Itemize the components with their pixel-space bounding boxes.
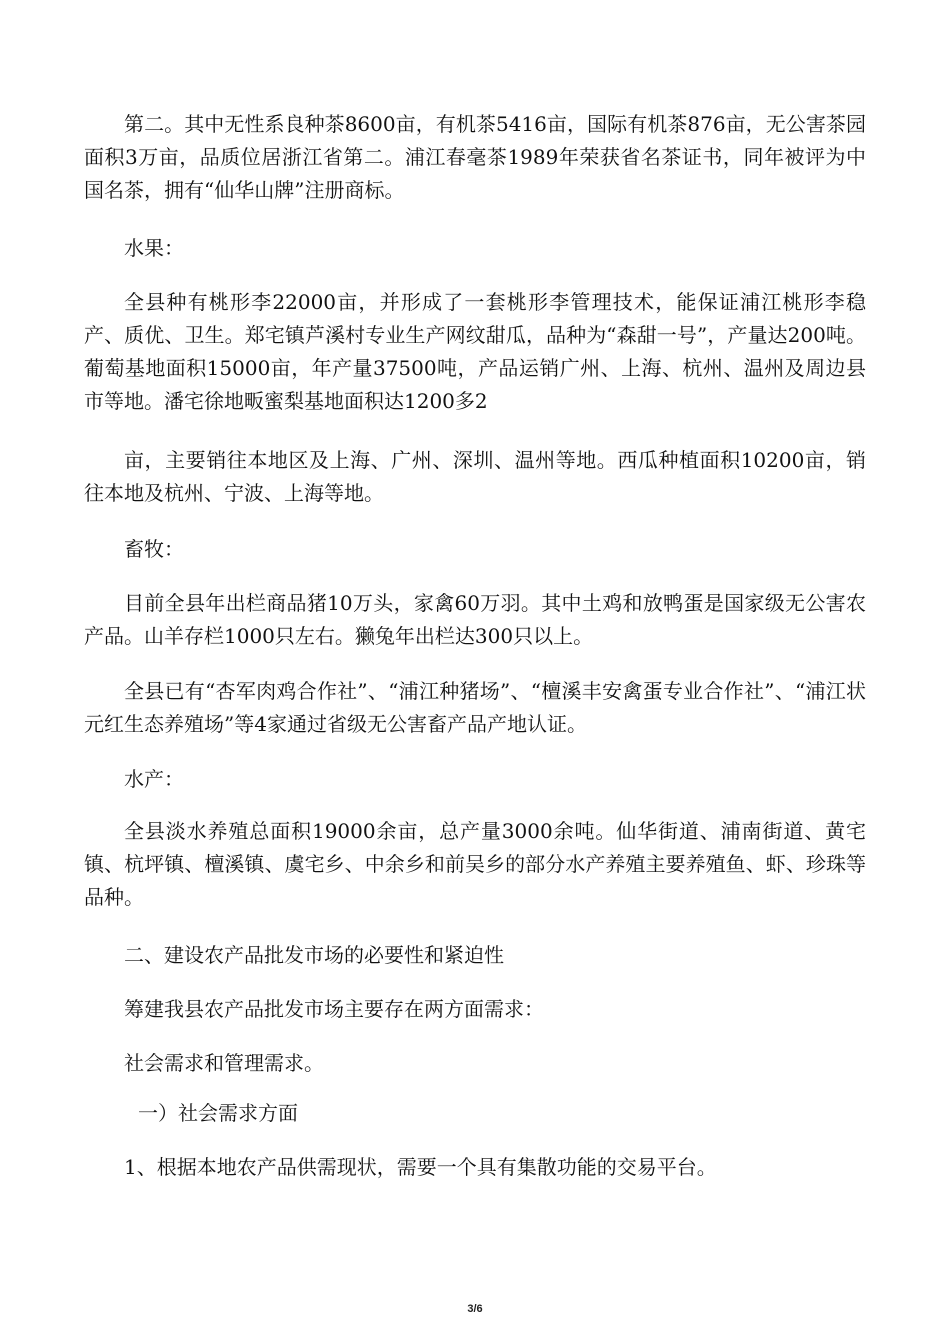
paragraph-fruit-statistics: 全县种有桃形李22000亩，并形成了一套桃形李管理技术，能保证浦江桃形李稳产、质优、卫生。郑宅镇芦溪村专业生产网纹甜瓜，品种为“森甜一号”，产量达200吨。葡萄基地面积15000亩，年产量37500吨，产品运销广州、上海、杭州、温州及周边县市等地。潘宅徐地畈蜜梨基地面积达1200多2 xyxy=(84,290,866,413)
paragraph-needs-list: 社会需求和管理需求。 xyxy=(124,1051,324,1075)
page-number: 3/6 xyxy=(467,1303,483,1315)
paragraph-livestock-statistics: 目前全县年出栏商品猪10万头，家禽60万羽。其中土鸡和放鸭蛋是国家级无公害农产品。山羊存栏1000只左右。獭兔年出栏达300只以上。 xyxy=(84,591,866,648)
paragraph-fruit-continued: 亩，主要销往本地区及上海、广州、深圳、温州等地。西瓜种植面积10200亩，销往本地及杭州、宁波、上海等地。 xyxy=(84,448,866,505)
section-label-livestock: 畜牧： xyxy=(124,537,184,561)
paragraph-aquatic-statistics: 全县淡水养殖总面积19000余亩，总产量3000余吨。仙华街道、浦南街道、黄宅镇、杭坪镇、檀溪镇、虞宅乡、中余乡和前吴乡的部分水产养殖主要养殖鱼、虾、珍珠等品种。 xyxy=(84,819,866,909)
list-item-trading-platform: 1、根据本地农产品供需现状，需要一个具有集散功能的交易平台。 xyxy=(124,1155,717,1179)
paragraph-livestock-certification: 全县已有“杏军肉鸡合作社”、“浦江种猪场”、“檀溪丰安禽蛋专业合作社”、“浦江状元红生态养殖场”等4家通过省级无公害畜产品产地认证。 xyxy=(84,679,866,736)
section-label-fruit: 水果： xyxy=(124,236,184,260)
section-label-aquatic: 水产： xyxy=(124,767,184,791)
heading-market-necessity: 二、建设农产品批发市场的必要性和紧迫性 xyxy=(124,943,504,967)
paragraph-tea-statistics: 第二。其中无性系良种茶8600亩，有机茶5416亩，国际有机茶876亩，无公害茶园面积3万亩，品质位居浙江省第二。浦江春毫茶1989年荣获省名茶证书，同年被评为中国名茶，拥有“仙华山牌”注册商标。 xyxy=(84,112,866,202)
paragraph-two-needs: 筹建我县农产品批发市场主要存在两方面需求： xyxy=(124,997,544,1021)
subheading-social-needs: 一）社会需求方面 xyxy=(138,1101,298,1125)
